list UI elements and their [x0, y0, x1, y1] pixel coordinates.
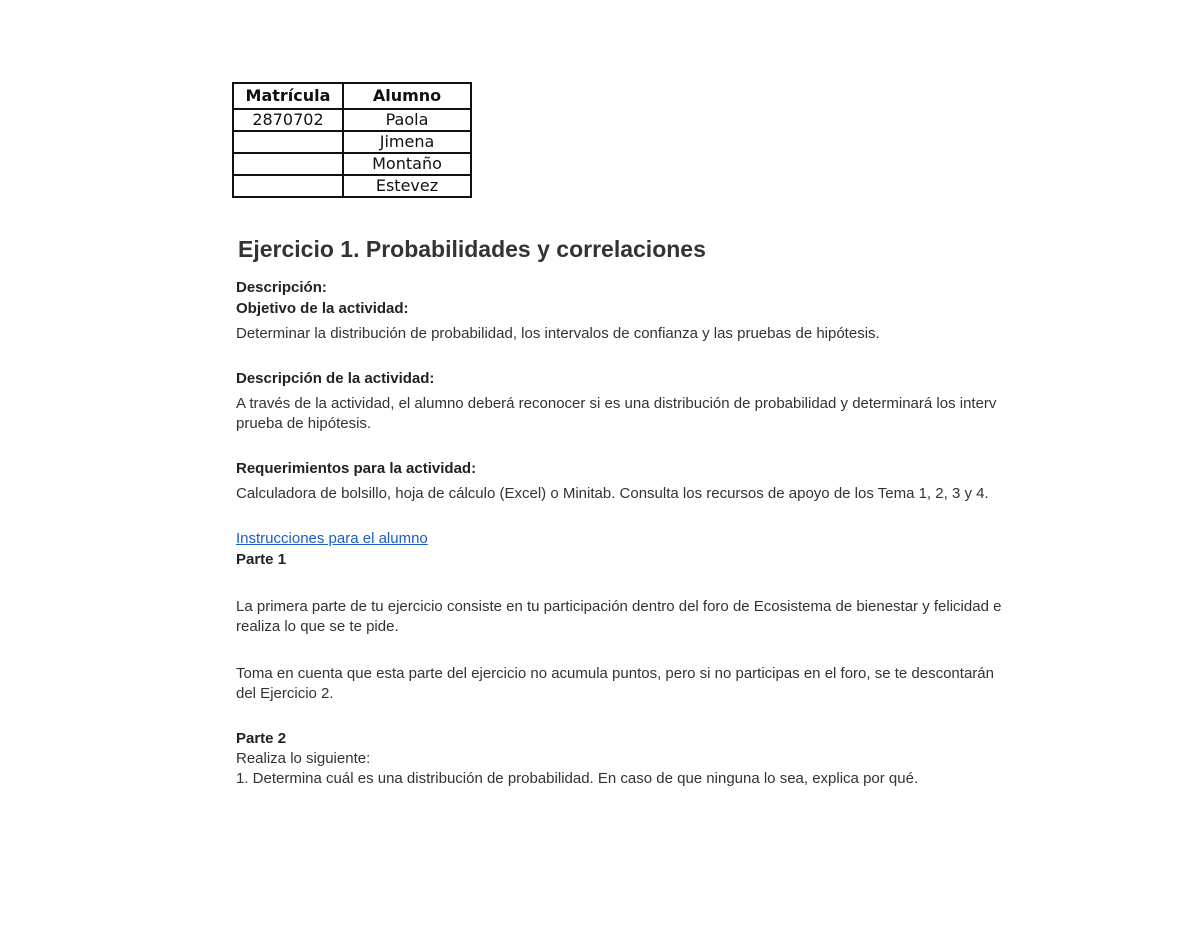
table-row [233, 109, 471, 131]
alumno-cell: Estevez [343, 175, 471, 197]
parte2-heading: Parte 2 [236, 730, 287, 747]
table-row [233, 153, 471, 175]
instrucciones-link[interactable]: Instrucciones para el alumno [236, 530, 428, 547]
objetivo-text: Determinar la distribución de probabilidad, los intervalos de confianza y las pruebas de hipótesis. [236, 325, 880, 342]
matricula-cell [233, 153, 343, 175]
requerimientos-text: Calculadora de bolsillo, hoja de cálculo (Excel) o Minitab. Consulta los recursos de apoyo de los Tema 1, 2, 3 y 4. [236, 485, 989, 502]
parte1-paragraph1-line1: La primera parte de tu ejercicio consiste en tu participación dentro del foro de Ecosistema de bienestar y felicidad e [236, 598, 1002, 615]
descripcion-actividad-line1: A través de la actividad, el alumno deberá reconocer si es una distribución de probabilidad y determinará los interv [236, 395, 997, 412]
parte1-heading: Parte 1 [236, 551, 287, 568]
descripcion-heading: Descripción: [236, 279, 327, 296]
descripcion-actividad-heading: Descripción de la actividad: [236, 370, 435, 387]
requerimientos-heading: Requerimientos para la actividad: [236, 460, 477, 477]
matricula-cell [233, 175, 343, 197]
parte2-intro: Realiza lo siguiente: [236, 750, 371, 767]
parte1-paragraph2-line2: del Ejercicio 2. [236, 685, 334, 702]
parte2-item1: 1. Determina cuál es una distribución de probabilidad. En caso de que ninguna lo sea, explica por qué. [236, 770, 919, 787]
matricula-cell [233, 131, 343, 153]
table-row [233, 131, 471, 153]
alumno-header: Alumno [343, 83, 471, 109]
descripcion-actividad-line2: prueba de hipótesis. [236, 415, 372, 432]
alumno-cell: Paola [343, 109, 471, 131]
parte1-paragraph2-line1: Toma en cuenta que esta parte del ejercicio no acumula puntos, pero si no participas en el foro, se te descontarán [236, 665, 994, 682]
matricula-cell: 2870702 [233, 109, 343, 131]
parte1-paragraph1-line2: realiza lo que se te pide. [236, 618, 399, 635]
document-content [236, 236, 1048, 789]
alumno-cell: Jimena [343, 131, 471, 153]
alumno-cell: Montaño [343, 153, 471, 175]
table-row [233, 175, 471, 197]
objetivo-heading: Objetivo de la actividad: [236, 300, 409, 317]
matricula-header: Matrícula [233, 83, 343, 109]
student-info-table [232, 82, 472, 198]
page-title: Ejercicio 1. Probabilidades y correlaciones [238, 236, 706, 262]
table-header-row [233, 83, 471, 109]
